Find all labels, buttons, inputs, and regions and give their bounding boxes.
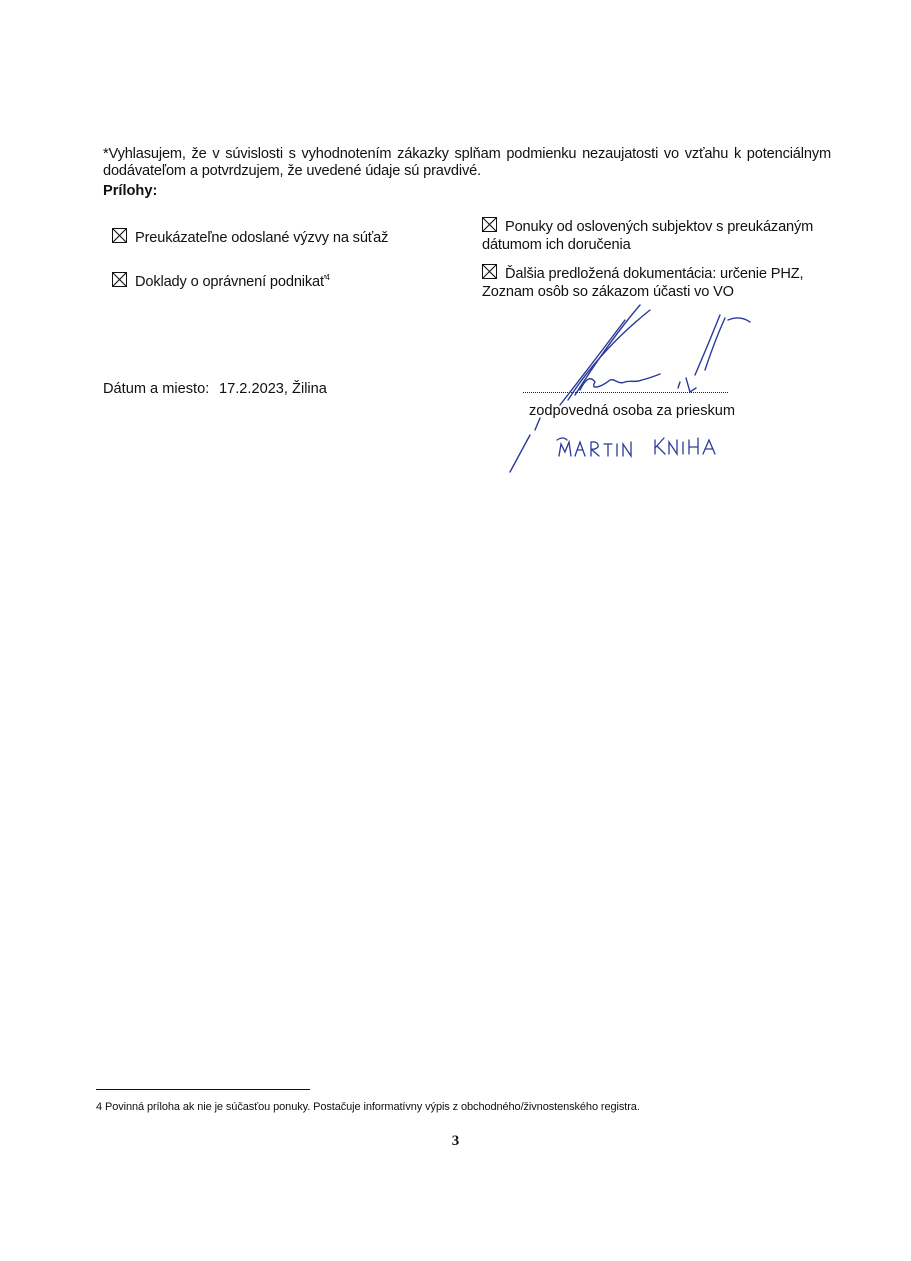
attachments-heading: Prílohy: <box>103 183 158 199</box>
checked-box-icon <box>112 228 127 243</box>
page-number: 3 <box>451 1133 460 1149</box>
footnote: 4 Povinná príloha ak nie je súčasťou ponuky. Postačuje informatívny výpis z obchodného/živnostenského registra. <box>96 1101 640 1113</box>
checked-box-icon <box>112 272 127 287</box>
responsible-person-role: zodpovedná osoba za prieskum <box>529 403 736 419</box>
attachment-label-line2: Zoznam osôb so zákazom účasti vo VO <box>482 284 734 300</box>
date-value: 17.2.2023, Žilina <box>219 381 327 397</box>
attachment-label-line1: Ďalšia predložená dokumentácia: určenie PHZ, <box>505 266 804 282</box>
attachment-label: Doklady o oprávnení podnikať <box>135 274 326 290</box>
attachment-sent-calls <box>112 228 388 247</box>
attachment-label-line1: Ponuky od oslovených subjektov s preukázaným <box>505 219 814 235</box>
attachment-offers <box>482 217 813 254</box>
attachment-label-line2: dátumom ich doručenia <box>482 237 631 253</box>
handwritten-name <box>555 432 725 466</box>
attachment-other-docs <box>482 264 803 301</box>
checked-box-icon <box>482 217 497 232</box>
attachment-business-docs <box>112 269 330 291</box>
signature-line <box>523 390 728 393</box>
attachment-label: Preukázateľne odoslané výzvy na súťaž <box>135 230 389 246</box>
footnote-separator <box>96 1089 310 1090</box>
footnote-ref: 4 <box>325 273 330 282</box>
date-label: Dátum a miesto: <box>103 381 210 397</box>
declaration-text: *Vyhlasujem, že v súvislosti s vyhodnotením zákazky splňam podmienku nezaujatosti vo vzťahu k potenciálnym dodávateľom a potvrdzujem, že uvedené údaje sú pravdivé. <box>103 146 831 179</box>
checked-box-icon <box>482 264 497 279</box>
